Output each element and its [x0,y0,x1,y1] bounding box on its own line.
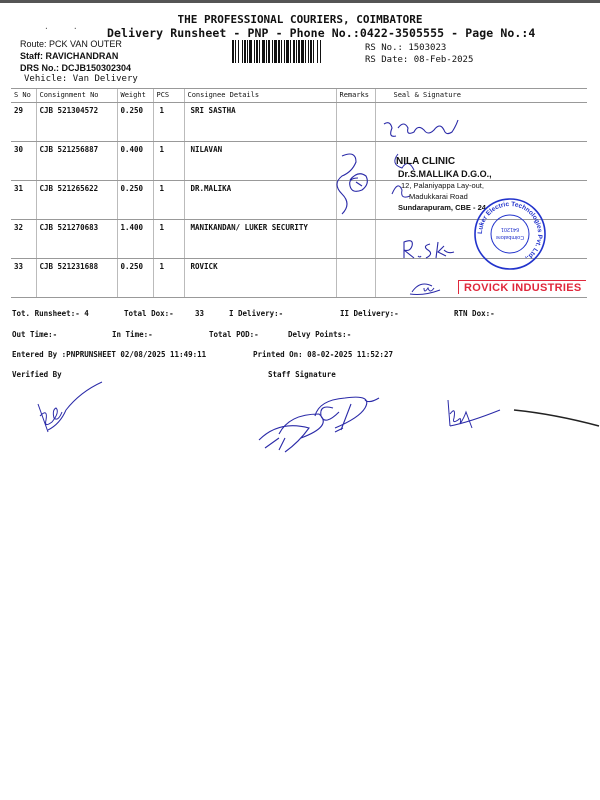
cell-consignee: DR.MALIKA [184,181,336,220]
barcode-bar [284,40,285,63]
cell-consignment: CJB 521265622 [36,181,117,220]
cell-consignee: MANIKANDAN/ LUKER SECURITY [184,220,336,259]
col-consignee: Consignee Details [184,89,336,103]
clinic-stamp-doctor: Dr.S.MALLIKA D.G.O., [398,169,492,179]
cell-consignee: SRI SASTHA [184,103,336,142]
barcode [232,40,356,63]
barcode-bar [286,40,289,63]
scan-edge [0,0,600,3]
barcode-bar [232,40,234,63]
barcode-bar [320,40,321,63]
scribble-signature-row-30 [330,150,375,215]
rsk-signature-row-32 [400,236,460,264]
initial-signature-row-33 [408,280,444,298]
cell-consignment: CJB 521270683 [36,220,117,259]
total-pod-label: Total POD:- [209,330,259,339]
clinic-stamp-address-3: Sundarapuram, CBE - 24 [398,203,486,212]
cell-sno: 33 [11,259,36,298]
barcode-bar [317,40,318,63]
cell-pcs: 1 [153,142,184,181]
cell-pcs: 1 [153,181,184,220]
rovick-stamp: ROVICK INDUSTRIES [458,280,586,294]
barcode-bar [262,40,265,63]
cell-remarks [336,103,375,142]
cell-pcs: 1 [153,220,184,259]
rs-no-label: RS No.: 1503023 [365,43,447,53]
cell-sno: 29 [11,103,36,142]
col-pcs: PCS [153,89,184,103]
cell-consignee: ROVICK [184,259,336,298]
vehicle-label: Vehicle: Van Delivery [24,74,138,84]
cell-consignment: CJB 521304572 [36,103,117,142]
runsheet-subtitle: Delivery Runsheet - PNP - Phone No.:0422-3505555 - Page No.:4 [107,26,536,40]
col-weight: Weight [117,89,153,103]
cell-consignment: CJB 521231688 [36,259,117,298]
company-title: THE PROFESSIONAL COURIERS, COIMBATORE [177,13,423,26]
clinic-stamp-name: NILA CLINIC [396,156,456,167]
cell-sno: 30 [11,142,36,181]
barcode-bar [244,40,246,63]
staff-label: Staff: RAVICHANDRAN [20,51,119,61]
barcode-bar [281,40,282,63]
tamil-signature-row-29 [380,118,470,142]
barcode-bar [266,40,267,63]
staff-signature-label: Staff Signature [268,370,336,379]
barcode-bar [235,40,236,63]
clinic-stamp-address-2: Madukkarai Road [409,192,468,201]
cell-weight: 0.250 [117,181,153,220]
table-row [11,103,587,142]
luker-seal-city: Coimbatore [495,234,525,240]
barcode-bar [274,40,277,63]
barcode-bar [290,40,291,63]
luker-round-seal [470,198,550,270]
cell-consignee: NILAVAN [184,142,336,181]
rs-date-label: RS Date: 08-Feb-2025 [365,55,474,65]
route-label: Route: PCK VAN OUTER [20,39,122,49]
cell-weight: 0.400 [117,142,153,181]
cell-weight: 0.250 [117,103,153,142]
luker-seal-ring-text: Luker Electric Technologies Pvt. Ltd., [476,200,544,262]
printed-on-label: Printed On: 08-02-2025 11:52:27 [253,350,393,359]
luker-seal-pin: 641201 [500,226,520,232]
barcode-bar [310,40,312,63]
clinic-stamp-address-1: 12, Palaniyappa Lay-out, [401,181,484,190]
cell-sno: 32 [11,220,36,259]
cell-pcs: 1 [153,259,184,298]
staff-signature [255,390,405,460]
entered-by-label: Entered By :PNPRUNSHEET 02/08/2025 11:49:11 [12,350,207,359]
i-delivery-label: I Delivery:- [229,309,284,318]
out-time-label: Out Time:- [12,330,58,339]
barcode-bar [308,40,309,63]
barcode-bar [242,40,243,63]
verified-by-signature [36,382,116,442]
table-row [11,142,587,181]
cell-weight: 1.400 [117,220,153,259]
barcode-bar [247,40,248,63]
cell-remarks [336,220,375,259]
col-seal: Seal & Signature [375,89,587,103]
col-consignment: Consignment No [36,89,117,103]
table-header-row [11,89,587,103]
barcode-bar [301,40,304,63]
ii-delivery-label: II Delivery:- [340,309,399,318]
barcode-bar [298,40,300,63]
barcode-bar [313,40,314,63]
barcode-bar [249,40,252,63]
barcode-bar [296,40,297,63]
total-dox-value: 33 [195,309,205,318]
cell-pcs: 1 [153,103,184,142]
col-remarks: Remarks [336,89,375,103]
barcode-bar [238,40,239,63]
barcode-bar [305,40,306,63]
col-sno: S No [11,89,36,103]
drs-no-label: DRS No.: DCJB150302304 [20,63,132,73]
barcode-bar [272,40,273,63]
delvy-points-label: Delvy Points:- [288,330,352,339]
barcode-bar [256,40,258,63]
barcode-bar [254,40,255,63]
barcode-bar [293,40,295,63]
barcode-bar [278,40,280,63]
scan-specks: · · [44,24,78,33]
tot-runsheet-label: Tot. Runsheet:- 4 [12,309,89,318]
total-dox-label: Total Dox:- [124,309,174,318]
third-signature [434,400,600,440]
barcode-bar [259,40,260,63]
in-time-label: In Time:- [112,330,153,339]
verified-by-label: Verified By [12,370,62,379]
cell-remarks [336,259,375,298]
barcode-bar [268,40,270,63]
cell-consignment: CJB 521256887 [36,142,117,181]
cell-sno: 31 [11,181,36,220]
rtn-dox-label: RTN Dox:- [454,309,495,318]
cell-weight: 0.250 [117,259,153,298]
